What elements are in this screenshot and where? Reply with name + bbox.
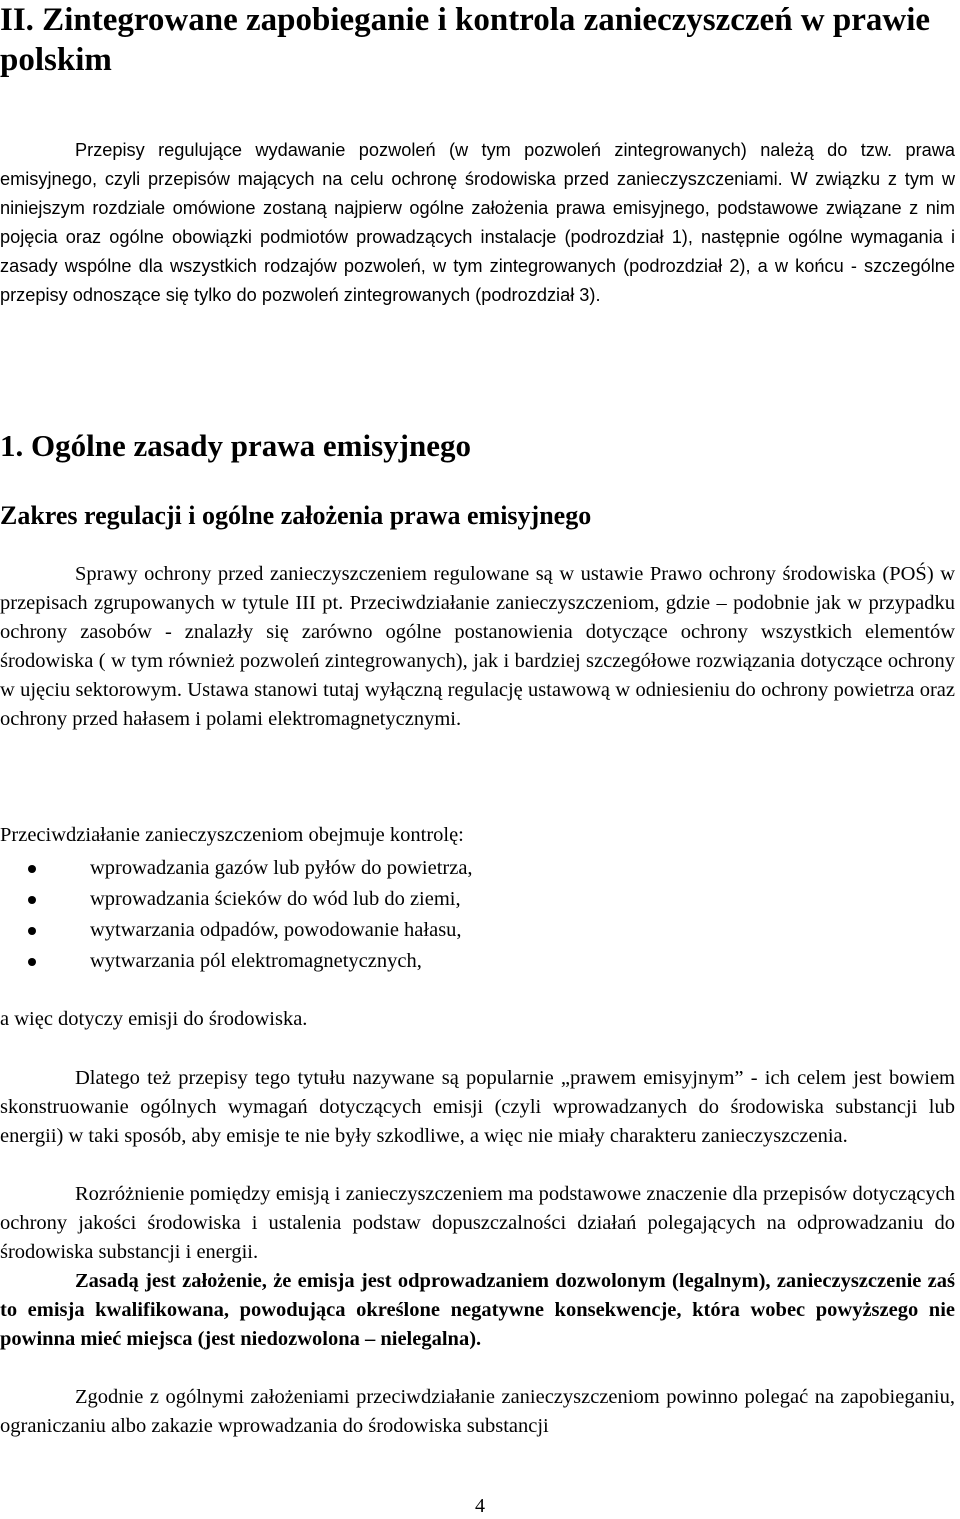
list-item-text: wprowadzania gazów lub pyłów do powietrza, (90, 857, 473, 879)
paragraph-scope: Sprawy ochrony przed zanieczyszczeniem regulowane są w ustawie Prawo ochrony środowiska (POŚ) w przepisach zgrupowanych w tytule III pt. Przeciwdziałanie zanieczyszczeniom, gdzie – podobnie jak w przypadku ochrony zasobów - znalazły się zarówno ogólne postanowienia dotyczące ochrony wszystkich elementów środowiska ( w tym również pozwoleń zintegrowanych), jak i bardziej szczegółowe rozwiązania dotyczące ochrony w ujęciu sektorowym. Ustawa stanowi tutaj wyłączną regulację ustawową w odniesieniu do ochrony powietrza oraz ochrony przed hałasem i polami elektromagnetycznymi. (0, 563, 955, 730)
bullet-icon (28, 958, 36, 966)
paragraph-principle: Zasadą jest założenie, że emisja jest odprowadzaniem dozwolonym (legalnym), zanieczyszczenie zaś to emisja kwalifikowana, powodująca określone negatywne konsekwencje, która wobec powyższego nie powinna mieć miejsca (jest niedozwolona – nielegalna). (0, 1270, 955, 1350)
list-item-text: wytwarzania pól elektromagnetycznych, (90, 950, 422, 972)
list-item (0, 946, 955, 977)
chapter-title: II. Zintegrowane zapobieganie i kontrola zanieczyszczeń w prawie polskim (0, 2, 931, 78)
section-heading: 1. Ogólne zasady prawa emisyjnego (0, 428, 472, 463)
paragraph-distinction: Rozróżnienie pomiędzy emisją i zanieczyszczeniem ma podstawowe znaczenie dla przepisów dotyczących ochrony jakości środowiska i ustalenia podstaw dopuszczalności działań polegających na odprowadzaniu do środowiska substancji i energii. (0, 1183, 955, 1263)
intro-paragraph: Przepisy regulujące wydawanie pozwoleń (w tym pozwoleń zintegrowanych) należą do tzw. prawa emisyjnego, czyli przepisów mających na celu ochronę środowiska przed zanieczyszczeniami. W związku z tym w niniejszym rozdziale omówione zostaną najpierw ogólne założenia prawa emisyjnego, podstawowe związane z nim pojęcia oraz ogólne obowiązki podmiotów prowadzących instalacje (podrozdział 1), następnie ogólne wymagania i zasady wspólne dla wszystkich rodzajów pozwoleń, w tym zintegrowanych (podrozdział 2), a w końcu - szczególne przepisy odnoszące się tylko do pozwoleń zintegrowanych (podrozdział 3). (0, 140, 955, 305)
list-item-text: wytwarzania odpadów, powodowanie hałasu, (90, 919, 462, 941)
list-item (0, 884, 955, 915)
bullet-icon (28, 927, 36, 935)
paragraph-prevention: Zgodnie z ogólnymi założeniami przeciwdziałanie zanieczyszczeniom powinno polegać na zapobieganiu, ograniczaniu albo zakazie wprowadzania do środowiska substancji (0, 1386, 955, 1437)
subsection-heading: Zakres regulacji i ogólne założenia prawa emisyjnego (0, 501, 592, 530)
paragraph-why: Dlatego też przepisy tego tytułu nazywane są popularnie „prawem emisyjnym” - ich celem jest bowiem skonstruowanie ogólnych wymagań dotyczących emisji (czyli wprowadzanych do środowiska substancji lub energii) w taki sposób, aby emisje te nie były szkodliwe, a więc nie miały charakteru zanieczyszczenia. (0, 1067, 955, 1147)
control-outro: a więc dotyczy emisji do środowiska. (0, 1008, 308, 1030)
list-item (0, 915, 955, 946)
bullet-icon (28, 865, 36, 873)
control-list (0, 853, 955, 977)
page-number: 4 (475, 1495, 485, 1517)
list-item-text: wprowadzania ścieków do wód lub do ziemi, (90, 888, 461, 910)
bullet-icon (28, 896, 36, 904)
list-item (0, 853, 955, 884)
control-intro: Przeciwdziałanie zanieczyszczeniom obejmuje kontrolę: (0, 824, 464, 846)
